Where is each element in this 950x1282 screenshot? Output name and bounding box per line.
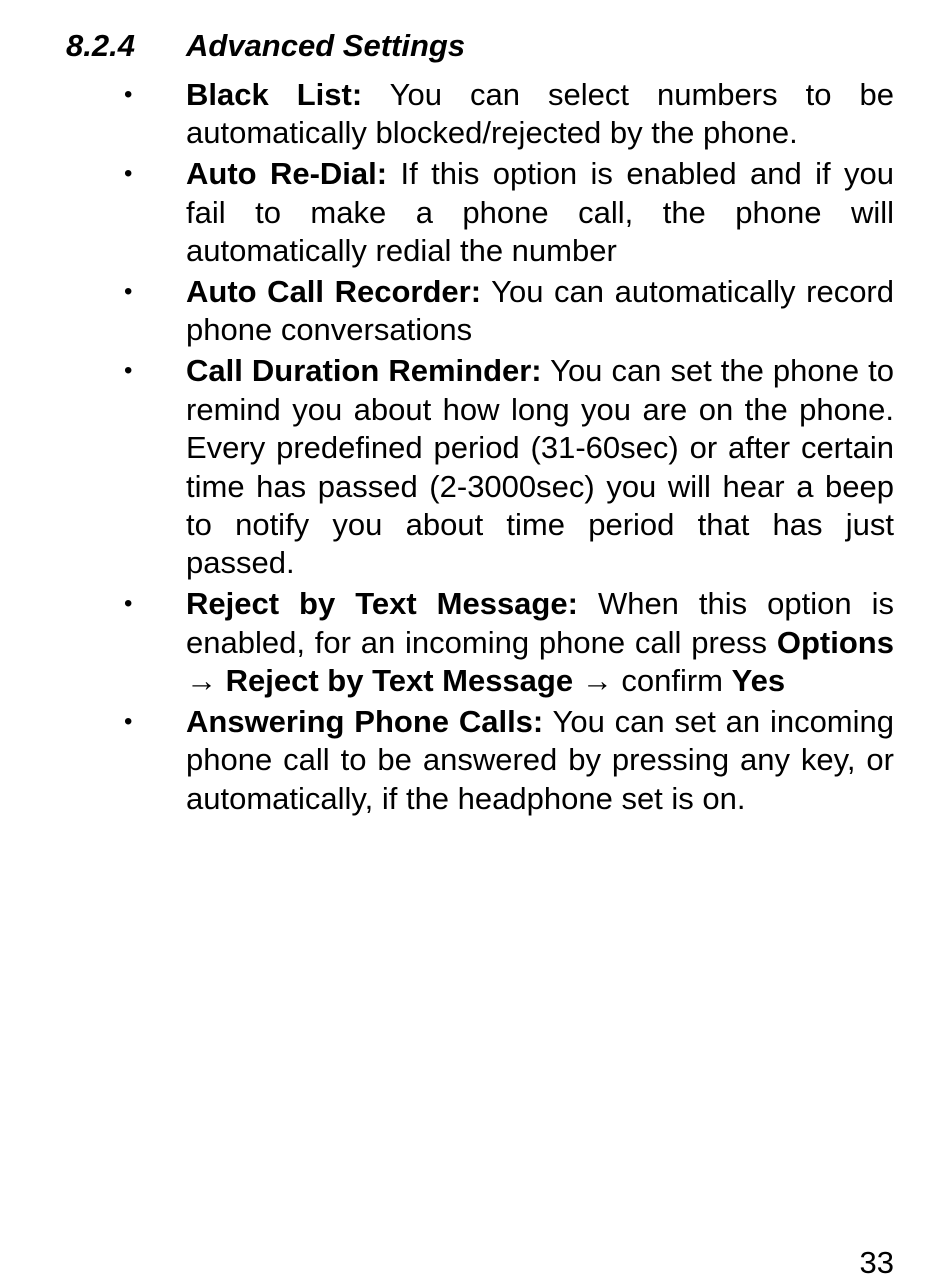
item-term: Auto Call Recorder: — [186, 274, 482, 310]
page-number: 33 — [859, 1245, 894, 1280]
section-heading — [66, 26, 465, 66]
bullet-icon: • — [124, 160, 133, 188]
list-item-answering-calls — [124, 703, 895, 818]
menu-step-yes: Yes — [731, 663, 786, 699]
confirm-label: confirm — [621, 663, 723, 699]
item-term: Auto Re-Dial: — [186, 156, 388, 192]
item-text: You can automatically record phone conversations — [186, 274, 894, 348]
section-number: 8.2.4 — [66, 28, 135, 63]
item-text: You can select numbers to be automatically blocked/rejected by the phone. — [186, 77, 894, 151]
item-term: Black List: — [186, 77, 363, 112]
bullet-icon: • — [124, 357, 133, 385]
menu-step-options: Options — [776, 624, 894, 660]
bullet-icon: • — [124, 708, 133, 735]
list-item-reject-by-text — [124, 585, 894, 700]
bullet-icon: • — [124, 278, 133, 306]
bullet-icon: • — [124, 590, 133, 618]
item-text: When this option is enabled, for an incoming phone call press — [186, 586, 894, 660]
list-item-auto-call-recorder — [124, 273, 894, 350]
section-title: Advanced Settings — [186, 28, 466, 63]
item-text: You can set the phone to remind you about how long you are on the phone. Every predefined period (31-60sec) or after certain time has passed (2-3000sec) you will hear a beep to notify you about time period that has just passed. — [186, 353, 894, 581]
arrow-right-icon: → — [581, 663, 613, 699]
item-text: If this option is enabled and if you fail to make a phone call, the phone will automatically redial the number — [186, 156, 894, 269]
item-term: Reject by Text Message: — [186, 586, 578, 622]
item-text: You can set an incoming phone call to be answered by pressing any key, or automatically, if the headphone set is on. — [186, 704, 895, 816]
bullet-icon: • — [124, 81, 133, 108]
list-item-auto-redial — [124, 155, 894, 270]
arrow-right-icon: → — [186, 663, 217, 699]
item-term: Answering Phone Calls: — [186, 704, 544, 739]
menu-step-reject-by-text: Reject by Text Message — [225, 663, 574, 699]
list-item-black-list — [124, 76, 894, 153]
item-term: Call Duration Reminder: — [186, 353, 542, 389]
settings-list — [124, 76, 895, 821]
list-item-call-duration-reminder — [124, 352, 894, 582]
